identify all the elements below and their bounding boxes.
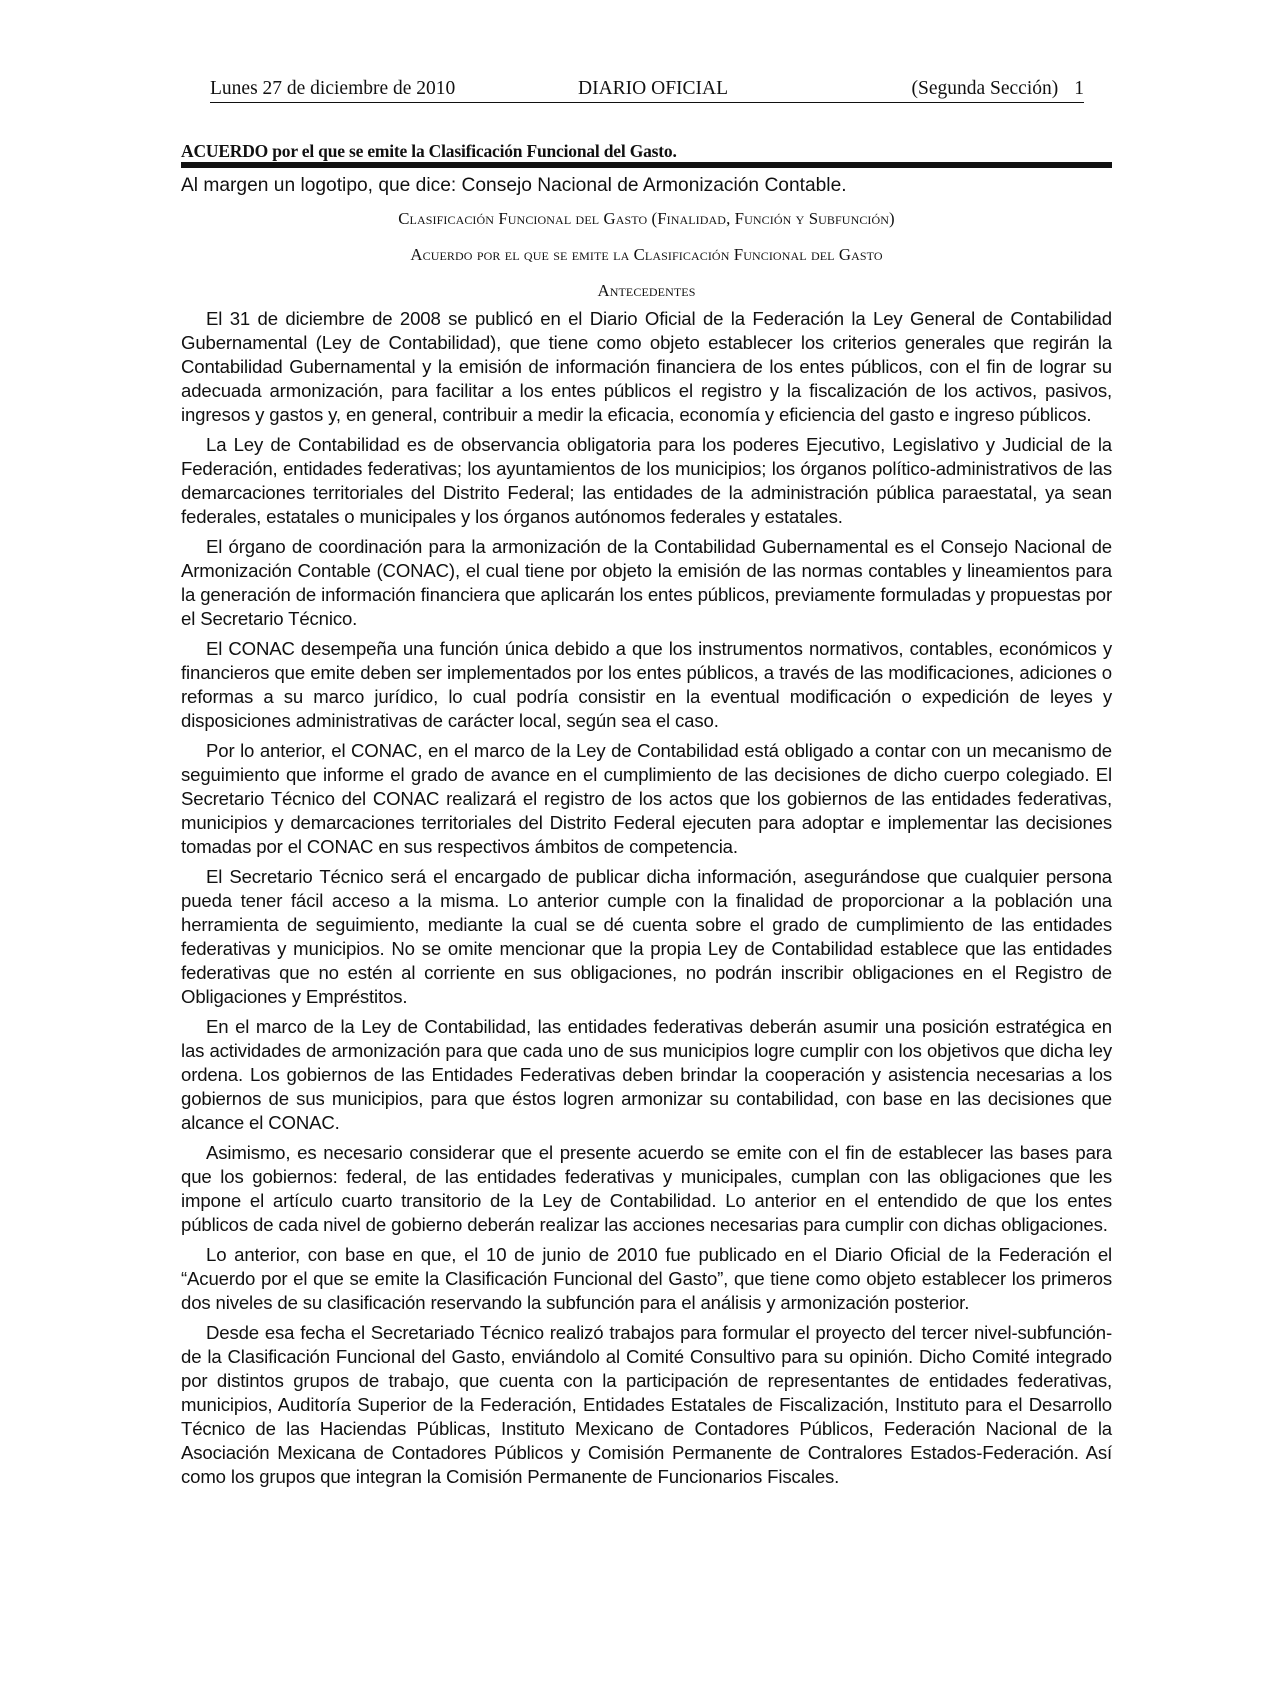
body-text [181, 307, 1112, 1495]
header-date: Lunes 27 de diciembre de 2010 [210, 78, 456, 99]
paragraph: Asimismo, es necesario considerar que el presente acuerdo se emite con el fin de establecer las bases para que los gobiernos: federal, de las entidades federativas y municipales, cumplan con las obligaciones que les impone el artículo cuarto transitorio de la Ley de Contabilidad. Lo anterior en el entendido de que los entes públicos de cada nivel de gobierno deberán realizar las acciones necesarias para cumplir con dichas obligaciones. [181, 1142, 1112, 1235]
paragraph: Lo anterior, con base en que, el 10 de junio de 2010 fue publicado en el Diario Oficial de la Federación el “Acuerdo por el que se emite la Clasificación Funcional del Gasto”, que tiene como objeto establecer los primeros dos niveles de su clasificación reservando la subfunción para el análisis y armonización posterior. [181, 1244, 1112, 1313]
header-right [912, 78, 1085, 100]
header-paper-name: DIARIO OFICIAL [578, 78, 729, 99]
paragraph: El CONAC desempeña una función única debido a que los instrumentos normativos, contables, económicos y financieros que emite deben ser implementados por los entes públicos, a través de las modificaciones, adiciones o reformas a su marco jurídico, lo cual podría consistir en la eventual modificación o expedición de leyes y disposiciones administrativas de carácter local, según sea el caso. [181, 638, 1112, 731]
page-number: 1 [1074, 78, 1084, 99]
background-heading: Antecedentes [597, 281, 696, 300]
paragraph: La Ley de Contabilidad es de observancia obligatoria para los poderes Ejecutivo, Legislativo y Judicial de la Federación, entidades federativas; los ayuntamientos de los municipios; los órganos político-administrativos de las demarcaciones territoriales del Distrito Federal; las entidades de la administración pública paraestatal, ya sean federales, estatales o municipales y los órganos autónomos federales y estatales. [181, 434, 1112, 527]
paragraph: Por lo anterior, el CONAC, en el marco de la Ley de Contabilidad está obligado a contar con un mecanismo de seguimiento que informe el grado de avance en el cumplimiento de las decisiones de dicho cuerpo colegiado. El Secretario Técnico del CONAC realizará el registro de los actos que los gobiernos de las entidades federativas, municipios y demarcaciones territoriales del Distrito Federal ejecuten para adoptar e implementar las decisiones tomadas por el CONAC en sus respectivos ámbitos de competencia. [181, 740, 1112, 857]
paragraph: El Secretario Técnico será el encargado de publicar dicha información, asegurándose que cualquier persona pueda tener fácil acceso a la misma. Lo anterior cumple con la finalidad de proporcionar a la población una herramienta de seguimiento, mediante la cual se dé cuenta sobre el grado de cumplimiento de las entidades federativas y municipios. No se omite mencionar que la propia Ley de Contabilidad establece que las entidades federativas que no estén al corriente en sus obligaciones, no podrán inscribir obligaciones en el Registro de Obligaciones y Empréstitos. [181, 866, 1112, 1007]
running-header [210, 76, 1084, 103]
classification-heading: Clasificación Funcional del Gasto (Finalidad, Función y Subfunción) [398, 209, 895, 228]
acuerdo-title: ACUERDO por el que se emite la Clasificación Funcional del Gasto. [181, 141, 677, 161]
paragraph: El órgano de coordinación para la armonización de la Contabilidad Gubernamental es el Consejo Nacional de Armonización Contable (CONAC), el cual tiene por objeto la emisión de las normas contables y lineamientos para la generación de información financiera que aplicarán los entes públicos, previamente formuladas y propuestas por el Secretario Técnico. [181, 536, 1112, 629]
paragraph: En el marco de la Ley de Contabilidad, las entidades federativas deberán asumir una posición estratégica en las actividades de armonización para que cada uno de sus municipios logre cumplir con los objetivos que dicha ley ordena. Los gobiernos de las Entidades Federativas deben brindar la cooperación y asistencia necesarias a los gobiernos de sus municipios, para que éstos logren armonizar su contabilidad, con base en las decisiones que alcance el CONAC. [181, 1016, 1112, 1133]
paragraph: El 31 de diciembre de 2008 se publicó en el Diario Oficial de la Federación la Ley General de Contabilidad Gubernamental (Ley de Contabilidad), que tiene como objeto establecer los criterios generales que regirán la Contabilidad Gubernamental y la emisión de información financiera de los entes públicos, con el fin de lograr su adecuada armonización, para facilitar a los entes públicos el registro y la fiscalización de los activos, pasivos, ingresos y gastos y, en general, contribuir a medir la eficacia, economía y eficiencia del gasto e ingreso públicos. [181, 308, 1112, 425]
title-rule [181, 162, 1112, 168]
paragraph: Desde esa fecha el Secretariado Técnico realizó trabajos para formular el proyecto del tercer nivel-subfunción- de la Clasificación Funcional del Gasto, enviándolo al Comité Consultivo para su opinión. Dicho Comité integrado por distintos grupos de trabajo, que cuenta con la participación de representantes de entidades federativas, municipios, Auditoría Superior de la Federación, Entidades Estatales de Fiscalización, Instituto para el Desarrollo Técnico de las Haciendas Públicas, Instituto Mexicano de Contadores Públicos, Federación Nacional de la Asociación Mexicana de Contadores Públicos y Comisión Permanente de Contralores Estados-Federación. Así como los grupos que integran la Comisión Permanente de Funcionarios Fiscales. [181, 1322, 1112, 1487]
margin-note: Al margen un logotipo, que dice: Consejo Nacional de Armonización Contable. [181, 175, 847, 196]
header-section: (Segunda Sección) [911, 78, 1059, 99]
agreement-heading: Acuerdo por el que se emite la Clasificación Funcional del Gasto [410, 245, 883, 264]
